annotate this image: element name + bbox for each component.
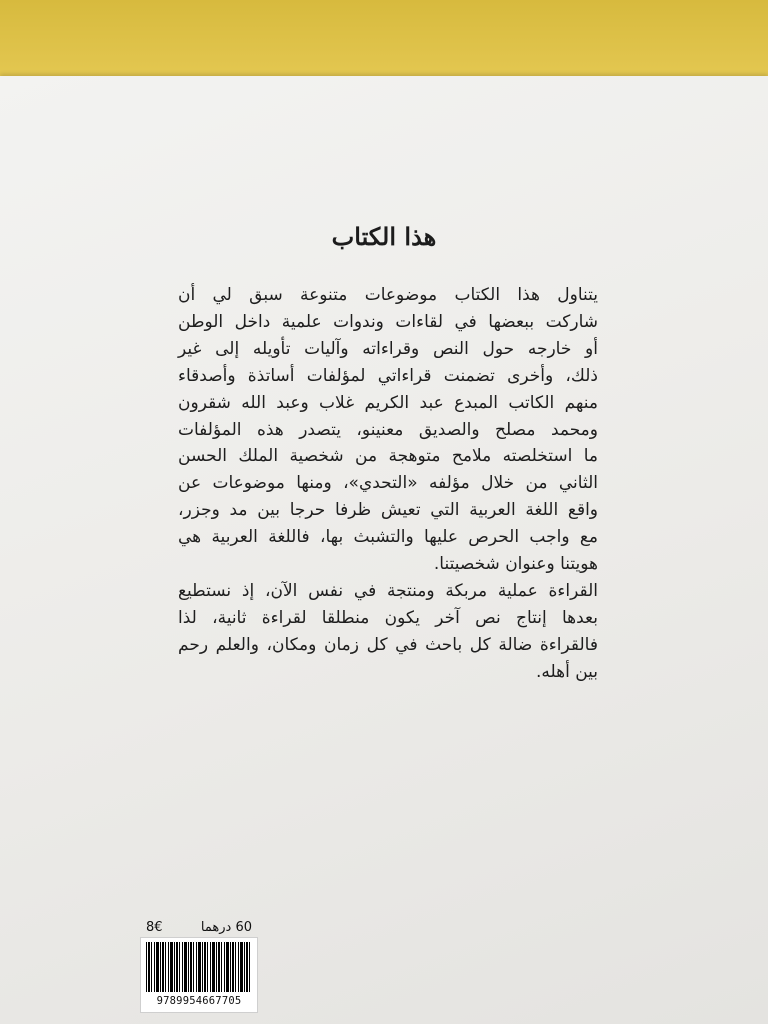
barcode-digits: 9789954667705 — [156, 995, 242, 1007]
blurb-line: ومحمد مصلح والصديق معنينو، يتصدر هذه المؤلفات — [178, 419, 598, 440]
price-euro: 8€ — [146, 919, 163, 935]
blurb-line: الثاني من خلال مؤلفه «التحدي»، ومنها موضوعات عن — [178, 473, 598, 494]
blurb-line: القراءة عملية مربكة ومنتجة في نفس الآن، إذ نستطيع — [178, 580, 598, 601]
blurb-line: بين أهله. — [535, 661, 598, 682]
price-row — [146, 918, 252, 936]
blurb-line: أو خارجه حول النص وقراءاته وآليات تأويله إلى غير — [178, 338, 598, 359]
blurb-line: يتناول هذا الكتاب موضوعات متنوعة سبق لي أن — [178, 285, 598, 305]
blurb-line: واقع اللغة العربية التي تعيش ظرفا حرجا بين مد وجزر، — [178, 500, 598, 521]
blurb-line: هويتنا وعنوان شخصيتنا. — [433, 554, 598, 575]
blurb-paragraph-1 — [178, 282, 598, 578]
cover-heading: هذا الكتاب — [331, 222, 437, 251]
blurb-line: بعدها إنتاج نص آخر يكون منطلقا لقراءة ثانية، لذا — [178, 607, 598, 628]
blurb-line: مع واجب الحرص عليها والتشبث بها، فاللغة العربية هي — [178, 527, 598, 548]
top-yellow-band — [0, 0, 768, 82]
barcode — [140, 937, 258, 1013]
price-dirham: 60 درهما — [200, 919, 252, 935]
blurb-line: منهم الكاتب المبدع عبد الكريم غلاب وعبد الله شقرون — [178, 392, 598, 413]
blurb-paragraph-2 — [178, 578, 598, 686]
blurb-line: ما استخلصته ملامح متوهجة من شخصية الملك الحسن — [178, 446, 598, 467]
barcode-bars — [146, 942, 252, 992]
blurb-text — [178, 282, 598, 686]
blurb-line: فالقراءة ضالة كل باحث في كل زمان ومكان، والعلم رحم — [178, 634, 598, 655]
blurb-line: ذلك، وأخرى تضمنت قراءاتي لمؤلفات أساتذة وأصدقاء — [178, 365, 598, 386]
blurb-line: شاركت ببعضها في لقاءات وندوات علمية داخل الوطن — [178, 311, 598, 332]
